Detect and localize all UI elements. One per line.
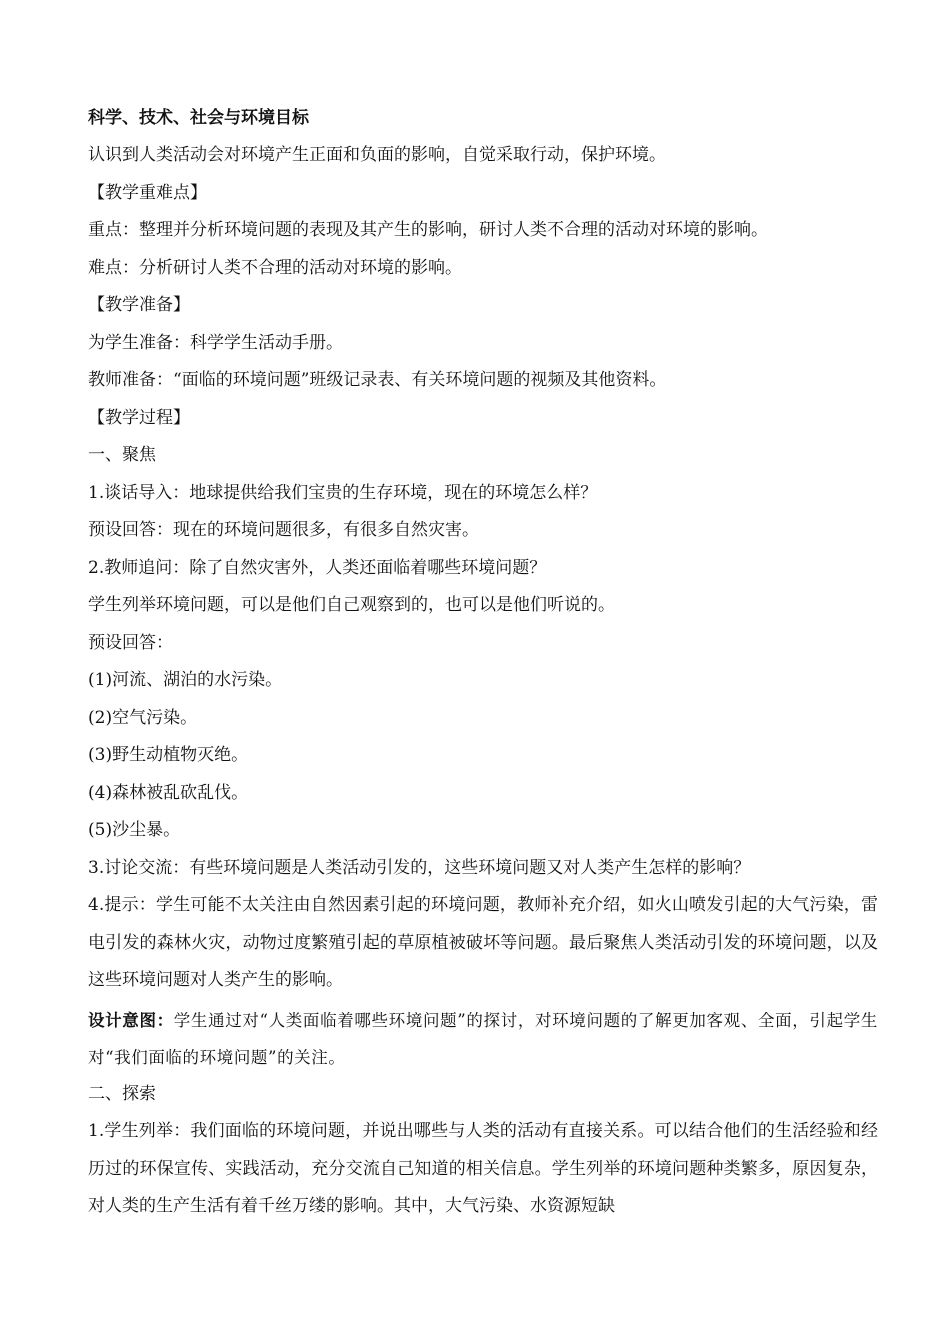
explore-step-1-paragraph: 1.学生列举：我们面临的环境问题，并说出哪些与人类的活动有直接关系。可以结合他们的生活经验和经历过的环保宣传、实践活动，充分交流自己知道的相关信息。学生列举的环境问题种类繁多，原因复杂，对人类的生产生活有着千丝万缕的影响。其中，大气污染、水资源短缺 xyxy=(88,1121,878,1216)
design-intent-paragraph xyxy=(88,1002,878,1076)
design-intent-label: 设计意图： xyxy=(88,1010,174,1030)
step-1-text: 1.谈话导入：地球提供给我们宝贵的生存环境，现在的环境怎么样？ xyxy=(88,482,598,503)
preset-answer-label: 预设回答： xyxy=(88,632,173,653)
section-label-process: 【教学过程】 xyxy=(88,407,190,428)
student-preparation-text: 为学生准备：科学学生活动手册。 xyxy=(88,332,343,353)
document-page xyxy=(88,100,878,1226)
list-item: (5)沙尘暴。 xyxy=(88,820,181,840)
key-point-text: 重点：整理并分析环境问题的表现及其产生的影响，研讨人类不合理的活动对环境的影响。 xyxy=(88,220,768,240)
list-item: (4)森林被乱砍乱伐。 xyxy=(88,782,249,803)
teacher-preparation-text: 教师准备：“面临的环境问题”班级记录表、有关环境问题的视频及其他资料。 xyxy=(88,370,667,390)
section-heading: 科学、技术、社会与环境目标 xyxy=(88,108,309,128)
student-list-text: 学生列举环境问题，可以是他们自己观察到的，也可以是他们听说的。 xyxy=(88,595,615,615)
step-3-text: 3.讨论交流：有些环境问题是人类活动引发的，这些环境问题又对人类产生怎样的影响？ xyxy=(88,857,751,878)
list-item: (1)河流、湖泊的水污染。 xyxy=(88,670,283,690)
design-intent-text: 学生通过对“人类面临着哪些环境问题”的探讨，对环境问题的了解更加客观、全面，引起学生对“我们面临的环境问题”的关注。 xyxy=(88,1010,878,1067)
step-2-text: 2.教师追问：除了自然灾害外，人类还面临着哪些环境问题？ xyxy=(88,557,547,578)
section-label-key-points: 【教学重难点】 xyxy=(88,182,207,203)
list-item: (3)野生动植物灭绝。 xyxy=(88,745,249,765)
objective-text: 认识到人类活动会对环境产生正面和负面的影响，自觉采取行动，保护环境。 xyxy=(88,145,666,165)
subsection-explore: 二、探索 xyxy=(88,1083,156,1104)
difficult-point-text: 难点：分析研讨人类不合理的活动对环境的影响。 xyxy=(88,257,462,278)
subsection-focus: 一、聚焦 xyxy=(88,445,156,465)
step-4-paragraph: 4.提示：学生可能不太关注由自然因素引起的环境问题，教师补充介绍，如火山喷发引起的大气污染，雷电引发的森林火灾，动物过度繁殖引起的草原植被破坏等问题。最后聚焦人类活动引发的环境问题，以及这些环境问题对人类产生的影响。 xyxy=(88,895,878,990)
preset-answer-1: 预设回答：现在的环境问题很多，有很多自然灾害。 xyxy=(88,520,479,540)
section-label-preparation: 【教学准备】 xyxy=(88,295,190,315)
list-item: (2)空气污染。 xyxy=(88,707,198,728)
